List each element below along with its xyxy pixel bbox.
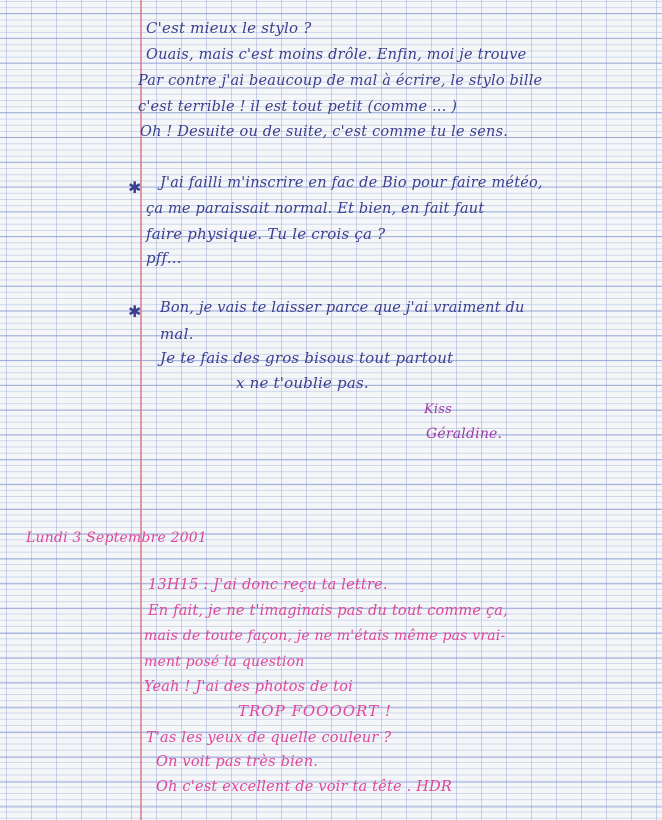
diary-line: ment posé la question bbox=[144, 654, 305, 670]
bullet-star-icon: ✱ bbox=[128, 302, 142, 321]
diary-line: Oh c'est excellent de voir ta tête . HDR bbox=[156, 779, 452, 795]
diary-line: En fait, je ne t'imaginais pas du tout comme ça, bbox=[148, 603, 508, 619]
letter-line: Bon, je vais te laisser parce que j'ai vraiment du bbox=[160, 300, 525, 316]
diary-line: Yeah ! J'ai des photos de toi bbox=[144, 679, 353, 695]
letter-line: Oh ! Desuite ou de suite, c'est comme tu le sens. bbox=[140, 124, 509, 140]
letter-line: pff... bbox=[146, 249, 182, 267]
diary-line: mais de toute façon, je ne m'étais même pas vrai- bbox=[144, 628, 506, 644]
letter-line: faire physique. Tu le crois ça ? bbox=[146, 225, 386, 243]
diary-line: On voit pas très bien. bbox=[156, 754, 319, 770]
bullet-star-icon: ✱ bbox=[128, 178, 142, 197]
signature: Géraldine. bbox=[426, 426, 503, 442]
letter-line: Ouais, mais c'est moins drôle. Enfin, moi je trouve bbox=[146, 47, 527, 63]
diary-line: 13H15 : J'ai donc reçu ta lettre. bbox=[148, 577, 388, 593]
letter-line: Je te fais des gros bisous tout partout bbox=[160, 349, 454, 367]
letter-line: J'ai failli m'inscrire en fac de Bio pour faire météo, bbox=[160, 175, 543, 191]
letter-line: ça me paraissait normal. Et bien, en fait faut bbox=[146, 201, 485, 217]
diary-date: Lundi 3 Septembre 2001 bbox=[26, 530, 208, 546]
letter-line: c'est terrible ! il est tout petit (comme ... ) bbox=[138, 99, 458, 115]
letter-line: Par contre j'ai beaucoup de mal à écrire, le stylo bille bbox=[138, 73, 543, 89]
letter-line: mal. bbox=[160, 325, 194, 343]
signoff: Kiss bbox=[424, 402, 453, 417]
diary-line: T'as les yeux de quelle couleur ? bbox=[146, 730, 392, 746]
letter-line: C'est mieux le stylo ? bbox=[146, 19, 312, 37]
letter-line: x ne t'oublie pas. bbox=[236, 374, 369, 392]
diary-line: TROP FOOOORT ! bbox=[238, 702, 392, 720]
